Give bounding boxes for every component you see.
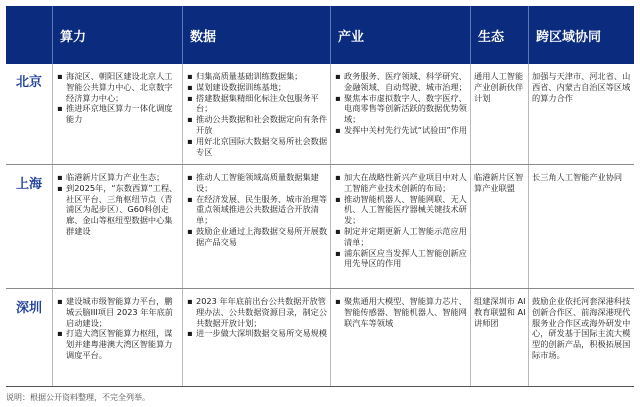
list-item: ▪ 到2025年，“东数西算”工程、社区平台、三角枢纽节点（青浦区为起步区）、G60科创走廊、金山等枢纽型数据中心集群建设: [56, 183, 178, 237]
list-item: ▪ 打造大湾区智能算力枢纽，谋划并建粤港澳大湾区智能算力调度平台。: [56, 328, 178, 360]
list-item: ▪ 政务服务、医疗领域、科学研究、金融领域、自动驾驶、城市治理；: [334, 71, 468, 93]
cell-shanghai-industry: [334, 172, 468, 269]
row-label-beijing: 北京: [15, 75, 42, 90]
list-item: ▪ 临港新片区算力产业生态；: [56, 172, 178, 183]
list-item: ▪ 谋划建设数据训练基地；: [186, 82, 328, 93]
cell-beijing-data: [186, 71, 328, 157]
list-item: ▪ 推动公共数据和社会数据定向有条件开放: [186, 114, 328, 136]
list-item: ▪ 在经济发展、民生服务、城市治理等重点领域推进公共数据适合开放清单；: [186, 194, 328, 226]
row-divider: [6, 288, 634, 289]
cell-beijing-ecosystem: 通用人工智能产业创新伙伴计划: [474, 71, 524, 103]
column-divider: [470, 64, 471, 387]
list-item: ▪ 推动人工智能领域高质量数据集建设；: [186, 172, 328, 194]
header-ecosystem: [470, 6, 528, 64]
header-divider: [470, 6, 471, 64]
column-divider: [528, 64, 529, 387]
list-item: ▪ 用好北京国际大数据交易所社会数据专区: [186, 136, 328, 158]
list-item: ▪ 搭建数据集精细化标注众包服务平台；: [186, 93, 328, 115]
header-divider: [528, 6, 529, 64]
cell-shenzhen-regional: 鼓励企业依托河套深港科技创新合作区、前海深港现代服务业合作区或海外研发中心，研发基于国际主流大模型的创新产品，积极拓展国际市场。: [532, 296, 631, 360]
list-item: ▪ 制定并定期更新人工智能示范应用清单；: [334, 226, 468, 248]
header-industry-label: 产业: [338, 29, 365, 45]
header-data: [182, 6, 330, 64]
table-footnote: 说明：根据公开资料整理，不完全列举。: [6, 393, 150, 402]
cell-shenzhen-data: [186, 296, 328, 339]
cell-shanghai-compute: [56, 172, 178, 237]
header-compute-label: 算力: [60, 29, 87, 45]
cell-shenzhen-compute: [56, 296, 178, 361]
list-item: ▪ 浦东新区应当发挥人工智能创新应用先导区的作用: [334, 248, 468, 270]
cell-shanghai-regional: 长三角人工智能产业协同: [532, 172, 623, 182]
cell-beijing-regional: 加强与天津市、河北省、山西省、内蒙古自治区等区域的算力合作: [532, 71, 631, 103]
header-ecosystem-label: 生态: [478, 29, 505, 45]
list-item: ▪ 建设城市级智能算力平台，鹏城云脑III项目 2023 年年底前启动建设；: [56, 296, 178, 328]
comparison-table: [6, 6, 634, 387]
list-item: ▪ 聚焦通用大模型、智能算力芯片、智能传感器、智能机器人、智能网联汽车等领域: [334, 296, 468, 328]
header-industry: [330, 6, 470, 64]
header-compute: [52, 6, 182, 64]
list-item: ▪ 加大在战略性新兴产业项目中对人工智能产业技术创新的布局；: [334, 172, 468, 194]
column-divider: [52, 64, 53, 387]
header-divider: [330, 6, 331, 64]
row-divider: [6, 164, 634, 165]
table-bottom-rule: [6, 386, 634, 387]
list-item: ▪ 推进环京地区算力一体化调度能力: [56, 103, 178, 125]
list-item: ▪ 发挥中关村先行先试“试验田”作用: [334, 125, 468, 136]
list-item: ▪ 2023 年年底前出台公共数据开放管理办法、公共数据资源目录，制定公共数据开放计划；: [186, 296, 328, 328]
header-regional: [528, 6, 634, 64]
cell-beijing-compute: [56, 71, 178, 125]
list-item: ▪ 海淀区、朝阳区建设北京人工智能公共算力中心、北京数字经济算力中心；: [56, 71, 178, 103]
list-item: ▪ 聚焦本市虚拟数字人、数字医疗、电商零售等创新活跃的数据优势领域；: [334, 93, 468, 125]
column-divider: [330, 64, 331, 387]
cell-beijing-industry: [334, 71, 468, 136]
header-data-label: 数据: [190, 29, 217, 45]
list-item: ▪ 推动智能机器人、智能网联、无人机、人工智能医疗器械关键技术研发；: [334, 194, 468, 226]
list-item: ▪ 鼓励企业通过上海数据交易所开展数据产品交易: [186, 226, 328, 248]
cell-shanghai-ecosystem: 临港新片区智算产业联盟: [474, 172, 524, 193]
cell-shenzhen-ecosystem: 组建深圳市 AI 教育联盟和 AI 讲师团: [474, 296, 526, 328]
header-regional-label: 跨区域协同: [536, 29, 602, 45]
list-item: ▪ 归集高质量基础训练数据集；: [186, 71, 328, 82]
list-item: ▪ 进一步做大深圳数据交易所交易规模: [186, 328, 328, 339]
cell-shanghai-data: [186, 172, 328, 248]
cell-shenzhen-industry: [334, 296, 468, 328]
column-divider: [182, 64, 183, 387]
row-label-shanghai: 上海: [15, 177, 42, 192]
row-label-shenzhen: 深圳: [15, 301, 42, 316]
header-divider: [182, 6, 183, 64]
header-divider: [52, 6, 53, 64]
